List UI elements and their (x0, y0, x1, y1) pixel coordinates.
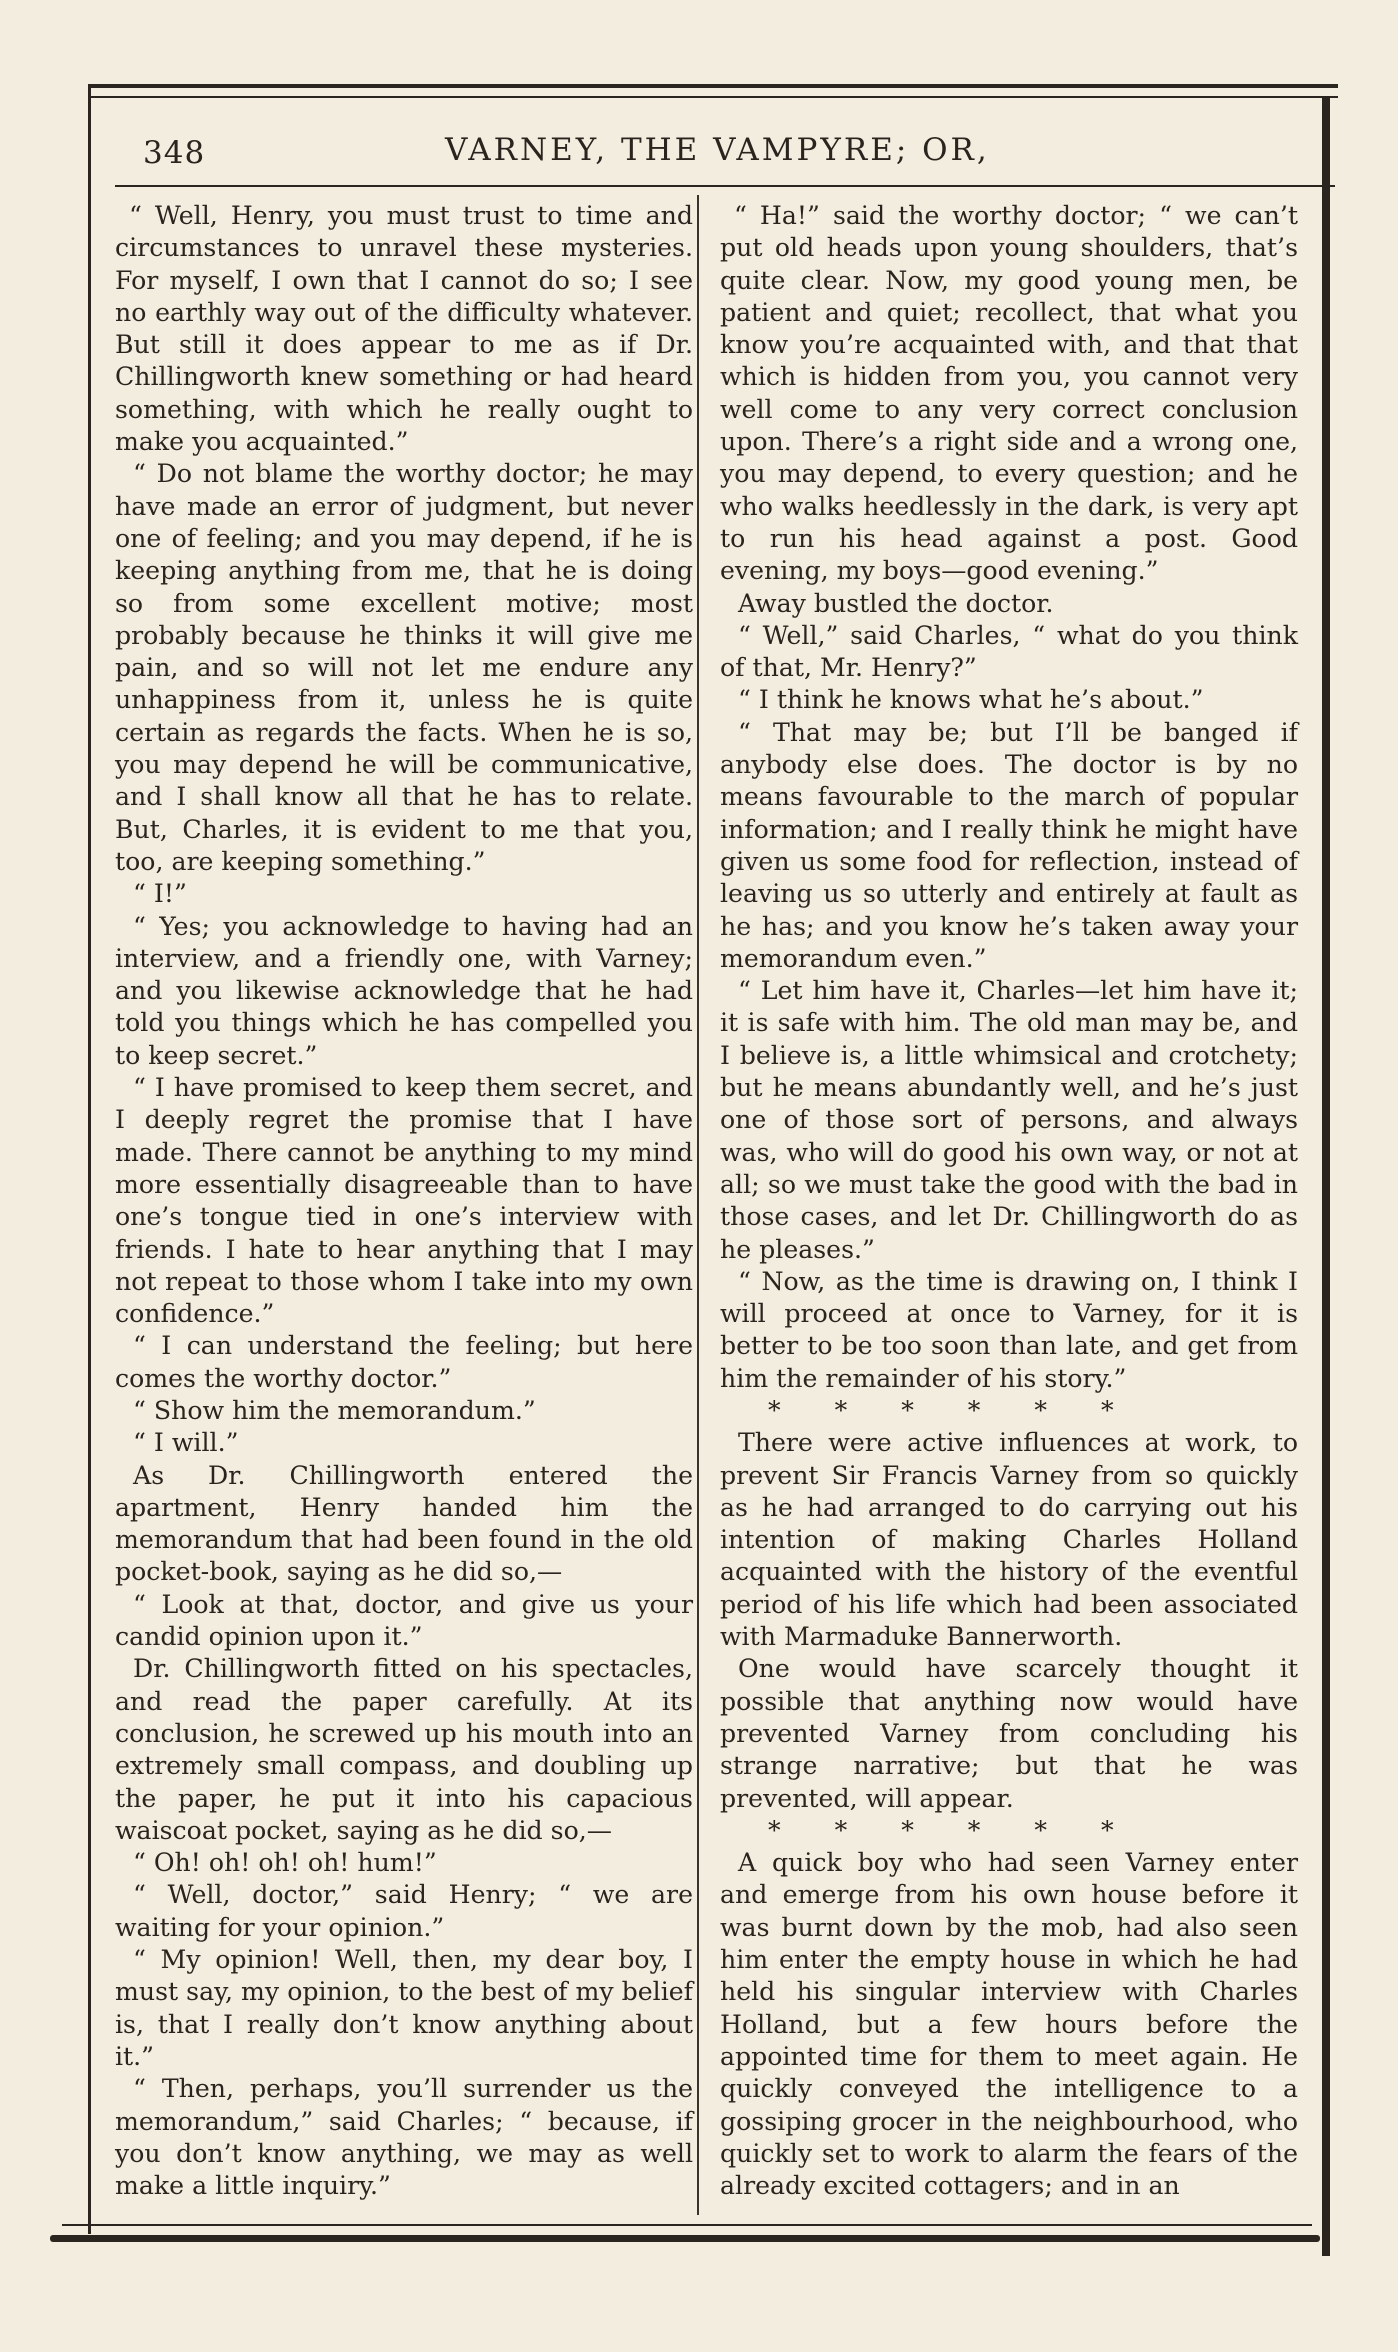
paragraph: A quick boy who had seen Varney enter and emerge from his own house before it was burnt down by the mob, had also seen him enter the empty house in which he had held his singular interview with Charles Holland, but a few hours before the appointed time for them to meet again. He quickly conveyed the intelligence to a gossiping grocer in the neighbourhood, who quickly set to work to alarm the fears of the already excited cottagers; and in an (720, 1848, 1298, 2201)
paragraph: Away bustled the doctor. (738, 588, 1054, 618)
section-break: * * * * * * (768, 1395, 1115, 1425)
right-border (1322, 96, 1330, 2256)
bottom-rule (50, 2235, 1320, 2242)
paragraph: “ I have promised to keep them secret, and I deeply regret the promise that I have made. There cannot be anything to my mind more essentially disagreeable than to have one’s tongue tied in one’s interview with friends. I hate to hear anything that I may not repeat to those whom I take into my own confidence.” (115, 1073, 693, 1329)
paragraph: “ Look at that, doctor, and give us your candid opinion upon it.” (115, 1589, 693, 1652)
left-column (115, 200, 693, 2202)
paragraph: “ I!” (133, 879, 187, 909)
running-head: VARNEY, THE VAMPYRE; OR, (445, 132, 990, 168)
paragraph: “ I think he knows what he’s about.” (738, 685, 1204, 715)
bottom-rule-thin (62, 2224, 1312, 2226)
paragraph: “ Do not blame the worthy doctor; he may have made an error of judgment, but never one of feeling; and you may depend, if he is keeping anything from me, that he is doing so from some excellent motive; most probably because he thinks it will give me pain, and so will not let me endure any unhappiness from it, unless he is quite certain as regards the facts. When he is so, you may depend he will be communicative, and I shall know all that he has to relate. But, Charles, it is evident to me that you, too, are keeping something.” (115, 459, 693, 876)
page-number: 348 (143, 135, 206, 171)
paragraph: “ Then, perhaps, you’ll surrender us the memorandum,” said Charles; “ because, if you don’t know anything, we may as well make a little inquiry.” (115, 2074, 693, 2201)
paragraph: “ My opinion! Well, then, my dear boy, I must say, my opinion, to the best of my belief is, that I really don’t know anything about it.” (115, 1945, 693, 2071)
top-rule (90, 84, 1338, 88)
paragraph: “ I can understand the feeling; but here comes the worthy doctor.” (115, 1331, 693, 1393)
paragraph: “ I will.” (133, 1428, 239, 1458)
paragraph: Dr. Chillingworth fitted on his spectacles, and read the paper carefully. At its conclusion, he screwed up his mouth into an extremely small compass, and doubling up the paper, he put it into his capacious waiscoat pocket, saying as he did so,— (115, 1654, 693, 1845)
section-break: * * * * * * (768, 1815, 1115, 1845)
column-divider (697, 195, 699, 2215)
paragraph: “ Well, doctor,” said Henry; “ we are waiting for your opinion.” (115, 1880, 693, 1942)
right-column (720, 200, 1298, 2202)
paragraph: As Dr. Chillingworth entered the apartment, Henry handed him the memorandum that had been found in the old pocket-book, saying as he did so,— (115, 1460, 693, 1587)
header-rule (115, 185, 1335, 187)
paragraph: There were active influences at work, to prevent Sir Francis Varney from so quickly as he had arranged to do carrying out his intention of making Charles Holland acquainted with the history of the eventful period of his life which had been associated with Marmaduke Bannerworth. (720, 1428, 1298, 1652)
paragraph: “ That may be; but I’ll be banged if anybody else does. The doctor is by no means favourable to the march of popular information; and I really think he might have given us some food for reflection, instead of leaving us so utterly and entirely at fault as he has; and you know he’s taken away your memorandum even.” (720, 717, 1298, 973)
paragraph: “ Oh! oh! oh! oh! hum!” (133, 1848, 437, 1878)
top-rule-thin (90, 96, 1338, 98)
left-border (88, 84, 91, 2234)
paragraph: “ Well,” said Charles, “ what do you think of that, Mr. Henry?” (720, 620, 1298, 683)
paragraph: “ Let him have it, Charles—let him have it; it is safe with him. The old man may be, and I believe is, a little whimsical and crotchety; but he means abundantly well, and he’s just one of those sort of persons, and always was, who will do good his own way, or not at all; so we must take the good with the bad in those cases, and let Dr. Chillingworth do as he pleases.” (720, 976, 1298, 1264)
paragraph: One would have scarcely thought it possible that anything now would have prevented Varney from concluding his strange narrative; but that he was prevented, will appear. (720, 1654, 1298, 1813)
paragraph: “ Now, as the time is drawing on, I think I will proceed at once to Varney, for it is better to be too soon than late, and get from him the remainder of his story.” (720, 1266, 1298, 1393)
paragraph: “ Ha!” said the worthy doctor; “ we can’t put old heads upon young shoulders, that’s quite clear. Now, my good young men, be patient and quiet; recollect, that what you know you’re acquainted with, and that that which is hidden from you, you cannot very well come to any very correct conclusion upon. There’s a right side and a wrong one, you may depend, to every question; and he who walks heedlessly in the dark, is very apt to run his head against a post. Good evening, my boys—good evening.” (720, 201, 1298, 586)
paragraph: “ Show him the memorandum.” (133, 1395, 536, 1425)
paragraph: “ Well, Henry, you must trust to time and circumstances to unravel these mysteries. For myself, I own that I cannot do so; I see no earthly way out of the difficulty whatever. But still it does appear to me as if Dr. Chillingworth knew something or had heard something, with which he really ought to make you acquainted.” (115, 201, 693, 457)
paragraph: “ Yes; you acknowledge to having had an interview, and a friendly one, with Varney; and you likewise acknowledge that he had told you things which he has compelled you to keep secret.” (115, 911, 693, 1070)
